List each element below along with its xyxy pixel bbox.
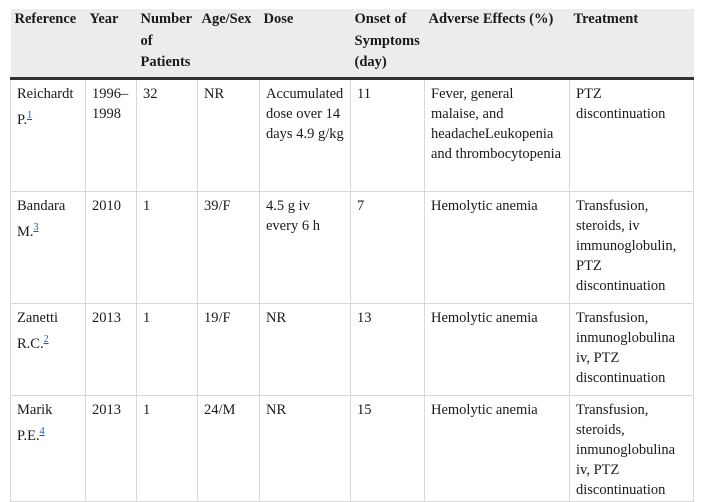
header-age-sex: Age/Sex — [198, 9, 260, 78]
reference-link[interactable]: 3 — [33, 221, 39, 233]
cell-reference — [11, 303, 86, 395]
cell-year: 2010 — [86, 191, 137, 303]
table-row — [11, 78, 694, 191]
cell-dose: Accumulated dose over 14 days 4.9 g/kg — [260, 78, 351, 191]
cell-adverse-effects: Hemolytic anemia — [425, 191, 570, 303]
reference-author: Marik P.E. — [17, 401, 53, 444]
table-row — [11, 395, 694, 501]
reference-link[interactable]: 1 — [27, 109, 33, 121]
cell-adverse-effects: Hemolytic anemia — [425, 303, 570, 395]
cell-year: 2013 — [86, 303, 137, 395]
cell-age-sex: 39/F — [198, 191, 260, 303]
reference-author: Bandara M. — [17, 197, 66, 240]
adverse-effects-table — [10, 9, 694, 502]
cell-year: 1996–1998 — [86, 78, 137, 191]
reference-author: Zanetti R.C. — [17, 309, 59, 352]
cell-patients: 1 — [137, 395, 198, 501]
cell-treatment: Transfusion, inmunoglobulina iv, PTZ discontinuation — [570, 303, 694, 395]
cell-year: 2013 — [86, 395, 137, 501]
cell-onset: 11 — [351, 78, 425, 191]
cell-dose: 4.5 g iv every 6 h — [260, 191, 351, 303]
header-number-of-patients: Number of Patients — [137, 9, 198, 78]
reference-link[interactable]: 2 — [43, 333, 49, 345]
cell-onset: 13 — [351, 303, 425, 395]
reference-link[interactable]: 4 — [39, 425, 45, 437]
cell-treatment: Transfusion, steroids, iv immunoglobulin, PTZ discontinuation — [570, 191, 694, 303]
cell-age-sex: NR — [198, 78, 260, 191]
cell-patients: 32 — [137, 78, 198, 191]
header-treatment: Treatment — [570, 9, 694, 78]
table-row — [11, 191, 694, 303]
cell-adverse-effects: Fever, general malaise, and headacheLeukopenia and thrombocytopenia — [425, 78, 570, 191]
cell-onset: 7 — [351, 191, 425, 303]
cell-age-sex: 24/M — [198, 395, 260, 501]
cell-dose: NR — [260, 303, 351, 395]
header-reference: Reference — [11, 9, 86, 78]
cell-reference — [11, 395, 86, 501]
cell-dose: NR — [260, 395, 351, 501]
cell-reference — [11, 78, 86, 191]
cell-age-sex: 19/F — [198, 303, 260, 395]
cell-onset: 15 — [351, 395, 425, 501]
cell-adverse-effects: Hemolytic anemia — [425, 395, 570, 501]
cell-treatment: PTZ discontinuation — [570, 78, 694, 191]
cell-reference — [11, 191, 86, 303]
header-dose: Dose — [260, 9, 351, 78]
adverse-effects-table-container — [10, 9, 693, 502]
header-onset-of-symptoms: Onset of Symptoms (day) — [351, 9, 425, 78]
table-row — [11, 303, 694, 395]
header-year: Year — [86, 9, 137, 78]
cell-patients: 1 — [137, 303, 198, 395]
reference-author: Reichardt P. — [17, 85, 74, 128]
cell-treatment: Transfusion, steroids, inmunoglobulina iv, PTZ discontinuation — [570, 395, 694, 501]
cell-patients: 1 — [137, 191, 198, 303]
header-adverse-effects: Adverse Effects (%) — [425, 9, 570, 78]
table-header-row — [11, 9, 694, 78]
